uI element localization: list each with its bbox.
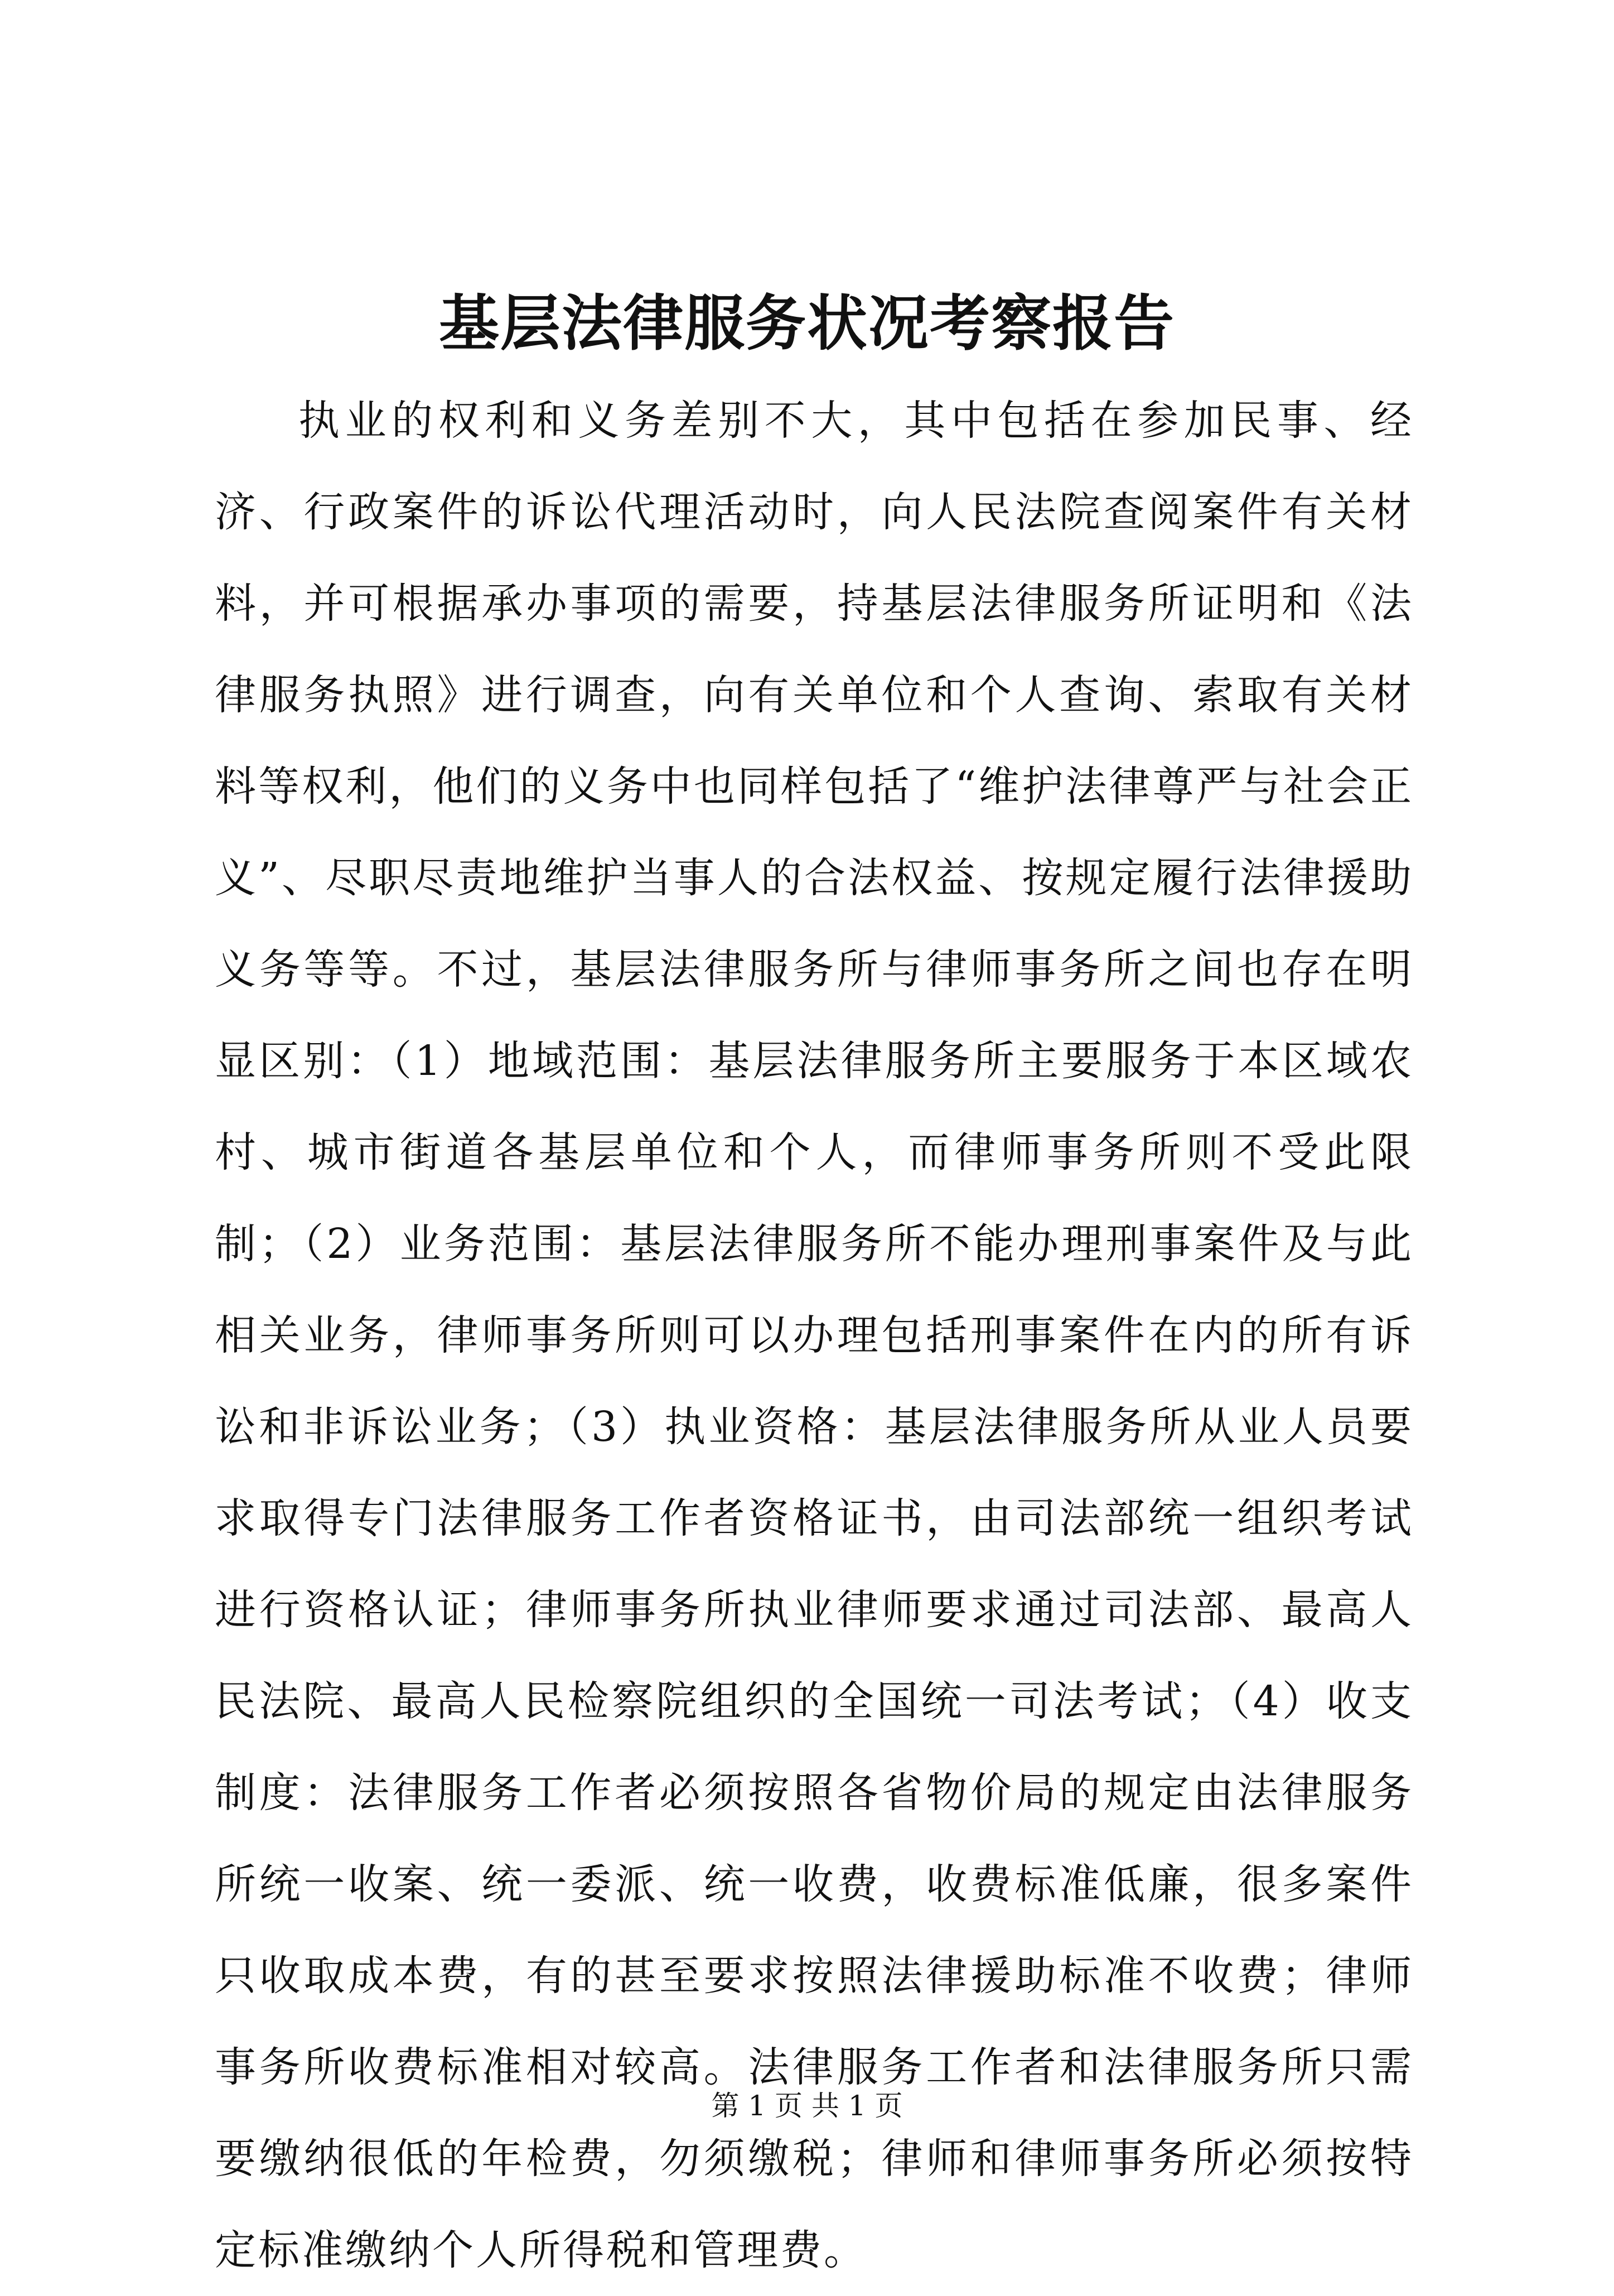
- body-paragraph: 执业的权利和义务差别不大，其中包括在参加民事、经济、行政案件的诉讼代理活动时，向人民法院查阅案件有关材料，并可根据承办事项的需要，持基层法律服务所证明和《法律服务执照》进行调查，向有关单位和个人查询、索取有关材料等权利，他们的义务中也同样包括了“维护法律尊严与社会正义”、尽职尽责地维护当事人的合法权益、按规定履行法律援助义务等等。不过，基层法律服务所与律师事务所之间也存在明显区别：（1）地域范围：基层法律服务所主要服务于本区域农村、城市街道各基层单位和个人，而律师事务所则不受此限制；（2）业务范围：基层法律服务所不能办理刑事案件及与此相关业务，律师事务所则可以办理包括刑事案件在内的所有诉讼和非诉讼业务；（3）执业资格：基层法律服务所从业人员要求取得专门法律服务工作者资格证书，由司法部统一组织考试进行资格认证；律师事务所执业律师要求通过司法部、最高人民法院、最高人民检察院组织的全国统一司法考试；（4）收支制度：法律服务工作者必须按照各省物价局的规定由法律服务所统一收案、统一委派、统一收费，收费标准低廉，很多案件只收取成本费，有的甚至要求按照法律援助标准不收费；律师事务所收费标准相对较高。法律服务工作者和法律服务所只需要缴纳很低的年检费，勿须缴税；律师和律师事务所必须按特定标准缴纳个人所得税和管理费。: [215, 397, 1414, 2274]
- document-title: 基层法律服务状况考察报告: [438, 288, 1175, 359]
- page-footer: 第 1 页 共 1 页: [711, 2090, 903, 2122]
